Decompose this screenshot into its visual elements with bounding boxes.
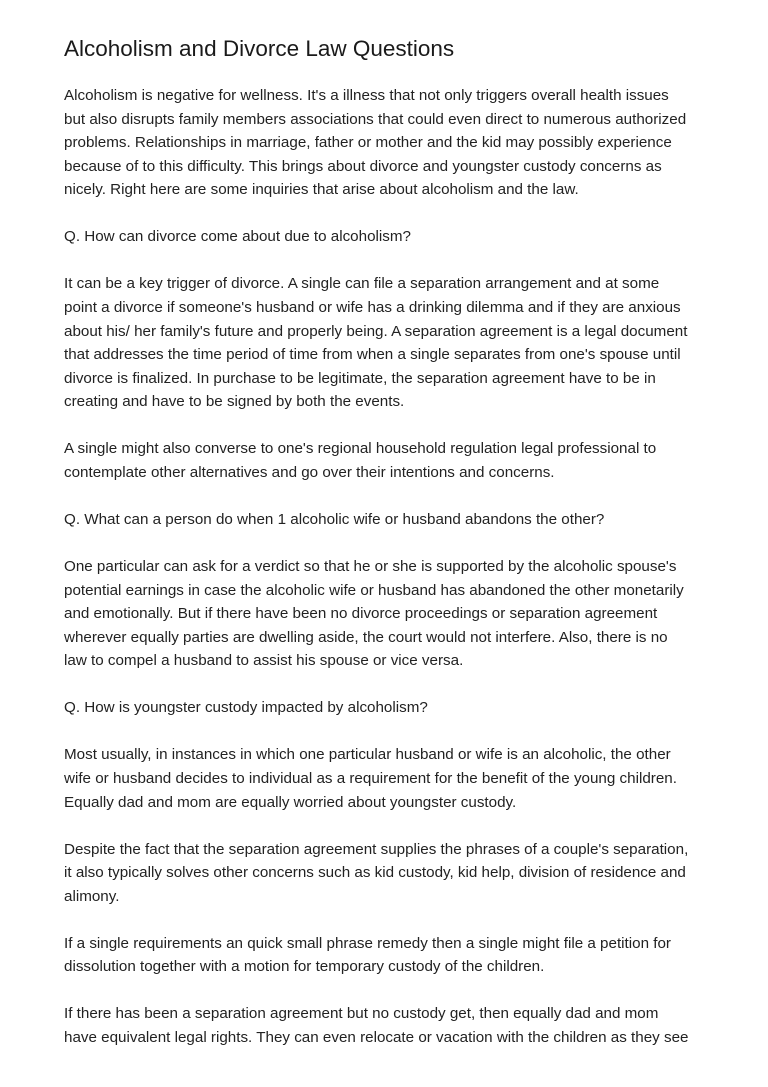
text-line: contemplate other alternatives and go over their intentions and concerns. [64, 464, 555, 481]
text-line: that addresses the time period of time from when a single separates from one's spouse until [64, 346, 681, 364]
text-line: about his/ her family's future and properly being. A separation agreement is a legal document [64, 322, 688, 340]
text-line: it also typically solves other concerns such as kid custody, kid help, division of residence and [64, 864, 686, 882]
text-line: Despite the fact that the separation agreement supplies the phrases of a couple's separation, [64, 840, 689, 858]
text-line: Q. How is youngster custody impacted by alcoholism? [64, 699, 428, 717]
text-line: Q. What can a person do when 1 alcoholic wife or husband abandons the other? [64, 511, 605, 528]
document-title: Alcoholism and Divorce Law Questions [64, 36, 455, 61]
text-line: dissolution together with a motion for temporary custody of the children. [64, 958, 545, 976]
text-line: One particular can ask for a verdict so that he or she is supported by the alcoholic spouse's [64, 558, 677, 575]
text-line: law to compel a husband to assist his spouse or vice versa. [64, 652, 464, 670]
text-line: because of to this difficulty. This brings about divorce and youngster custody concerns as [64, 157, 662, 175]
text-line: divorce is finalized. In purchase to be legitimate, the separation agreement have to be in [64, 369, 656, 387]
text-line: but also disrupts family members associations that could even direct to numerous authorized [64, 110, 687, 128]
text-line: problems. Relationships in marriage, father or mother and the kid may possibly experience [64, 134, 672, 152]
text-line: Most usually, in instances in which one particular husband or wife is an alcoholic, the other [64, 746, 671, 764]
text-line: alimony. [64, 887, 120, 905]
text-line: creating and have to be signed by both the events. [64, 393, 405, 411]
text-line: If a single requirements an quick small phrase remedy then a single might file a petition for [64, 934, 671, 952]
text-line: A single might also converse to one's regional household regulation legal professional to [64, 440, 657, 458]
text-line: Q. How can divorce come about due to alcoholism? [64, 228, 411, 246]
text-line: potential earnings in case the alcoholic wife or husband has abandoned the other monetarily [64, 581, 684, 599]
text-line: If there has been a separation agreement but no custody get, then equally dad and mom [64, 1005, 659, 1023]
text-line: and emotionally. But if there have been no divorce proceedings or separation agreement [64, 605, 658, 623]
text-line: wherever equally parties are dwelling aside, the court would not interfere. Also, there is no [64, 628, 668, 646]
text-line: nicely. Right here are some inquiries that arise about alcoholism and the law. [64, 181, 579, 199]
text-line: have equivalent legal rights. They can even relocate or vacation with the children as they see [64, 1029, 689, 1046]
text-line: wife or husband decides to individual as a requirement for the benefit of the young children. [64, 770, 677, 787]
text-line: Equally dad and mom are equally worried about youngster custody. [64, 793, 517, 811]
text-line: It can be a key trigger of divorce. A single can file a separation arrangement and at some [64, 275, 660, 293]
text-line: Alcoholism is negative for wellness. It's a illness that not only triggers overall health issues [64, 87, 669, 104]
text-line: point a divorce if someone's husband or wife has a drinking dilemma and if they are anxious [64, 299, 681, 316]
